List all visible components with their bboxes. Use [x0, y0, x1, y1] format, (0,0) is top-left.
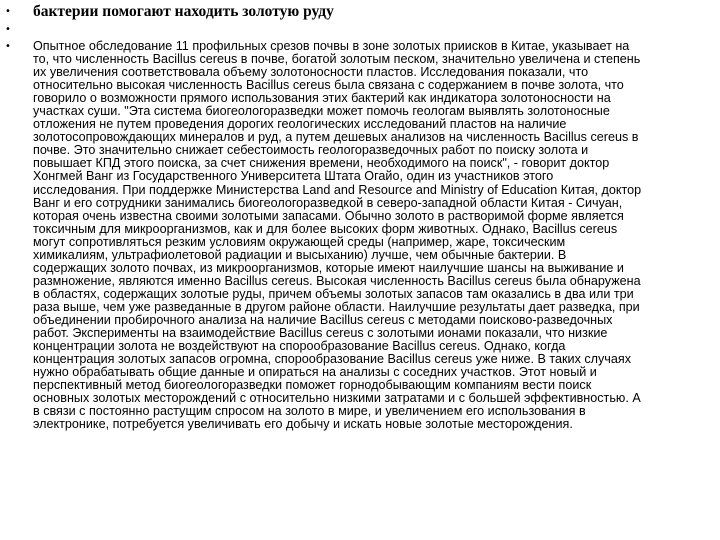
body-text-line-inner: содержащих золото почвах, из микроорганизмов, которые имеют наилучшие шансы на выживание и — [33, 261, 624, 275]
body-text-line — [33, 288, 717, 301]
body-text-line-inner: в областях, содержащих золотые руды, причем объемы золотых запасов там оказались в два или три — [33, 287, 634, 301]
page-title: бактерии помогают находить золотую руду — [33, 3, 334, 20]
body-text-line-inner: раза выше, чем уже разведанные в другом районе области. Наилучшие результаты дает разведка, при — [33, 300, 640, 314]
body-text-line-inner: размножение, являются именно Bacillus cereus. Высокая численность Bacillus cereus была обнаружена — [33, 274, 641, 288]
body-text-line — [33, 366, 717, 379]
body-text-line — [33, 53, 717, 66]
body-text-line-inner: которая очень известна своими золотыми запасами. Обычно золото в растворимой форме является — [33, 209, 624, 223]
body-text-line-inner: могут сопротивляться резким условиям окружающей среды (например, жаре, токсическим — [33, 235, 566, 249]
body-text-line-inner: Опытное обследование 11 профильных срезов почвы в зоне золотых приисков в Китае, указывает на — [33, 40, 630, 53]
body-text-line — [33, 92, 717, 105]
body-text-line-inner: концентрации золота не воздействуют на спорообразование Bacillus cereus. Однако, когда — [33, 340, 566, 354]
body-text-line-inner: то, что численность Bacillus cereus в почве, богатой золотым песком, значительно увеличена и степень — [33, 53, 641, 67]
body-text-line-inner: исследования. При поддержке Министерства Land and Resource and Ministry of Education Китая, доктор — [33, 183, 642, 197]
body-text-line-inner: основных золотых месторождений с относительно низкими затратами и с большей эффективностью. А — [33, 392, 641, 406]
body-text-line — [33, 275, 717, 288]
body-text-line-inner: отложения не путем проведения дорогих геологических исследований пластов на наличие — [33, 118, 567, 132]
body-text-line — [33, 262, 717, 275]
body-text-line — [33, 40, 717, 53]
body-text-line — [33, 327, 717, 340]
body-text-line — [33, 236, 717, 249]
body-text-line — [33, 66, 717, 79]
body-paragraph — [33, 40, 717, 431]
body-text-line-inner: их увеличения соответствовала объему золотоносности пластов. Исследования показали, что — [33, 66, 589, 80]
body-text-line-inner: объединении пробирочного анализа на наличие Bacillus cereus с методами поисково-разведочных — [33, 313, 613, 327]
body-text-line-inner: относительно высокая численность Bacillus cereus была связана с содержанием в почве золота, что — [33, 79, 624, 93]
body-text-line-inner: работ. Эксперименты на взаимодействие Bacillus cereus с золотыми ионами показали, что низкие — [33, 327, 608, 341]
body-text-line-inner: электронике, потребуется увеличивать его добычу и искать новые золотые месторождения. — [33, 418, 573, 432]
body-text-line-inner: участках суши. "Эта система биогеологоразведки может помочь геологам выявлять золотоносные — [33, 105, 610, 119]
body-text-line — [33, 170, 717, 183]
bullet-marker: • — [5, 6, 11, 17]
body-text-line — [33, 223, 717, 236]
body-text-line — [33, 249, 717, 262]
body-text-line — [33, 210, 717, 223]
body-text-line-inner: говорило о возможности прямого использования этих бактерий как индикатора золотоносности на — [33, 92, 611, 106]
body-text-line — [33, 184, 717, 197]
body-text-line-inner: в связи с постоянно растущим спросом на золото в мире, и увеличением его использования в — [33, 405, 586, 419]
body-text-line — [33, 353, 717, 366]
body-text-line-inner: токсичным для микроорганизмов, как и для более высоких форм животных. Однако, Bacillus cereus — [33, 222, 618, 236]
body-text-line — [33, 379, 717, 392]
body-text-line — [33, 144, 717, 157]
body-text-line-inner: Хонгмей Ванг из Государственного Университета Штата Огайо, один из участников этого — [33, 170, 554, 184]
body-text-line — [33, 157, 717, 170]
body-text-line — [33, 105, 717, 118]
body-text-line-inner: концентрация золотых запасов огромна, спорообразование Bacillus cereus уже ниже. В таких случаях — [33, 353, 631, 367]
body-text-line — [33, 418, 717, 431]
body-text-line-inner: Ванг и его сотрудники занимались биогеологоразведкой в северо-западной области Китая - Сичуан, — [33, 196, 623, 210]
body-text-line — [33, 405, 717, 418]
body-text-line — [33, 314, 717, 327]
body-text-line-inner: нужно обрабатывать общие данные и опираться на анализы с соседних участков. Этот новый и — [33, 366, 597, 380]
body-text-line-inner: повышает КПД этого поиска, за счет снижения времени, необходимого на поиск", - говорит доктор — [33, 157, 610, 171]
body-text-line — [33, 79, 717, 92]
bullet-marker: • — [5, 41, 11, 52]
body-text-line — [33, 131, 717, 144]
body-text-line-inner: золотосопровождающих минералов и руд, а путем дешевых анализов на численность Bacillus cereus в — [33, 131, 639, 145]
body-text-line — [33, 301, 717, 314]
body-text-line-inner: почве. Это значительно снижает себестоимость геологоразведочных работ по поиску золота и — [33, 144, 589, 158]
body-text-line — [33, 340, 717, 353]
body-text-line-inner: перспективный метод биогеологоразведки поможет горнодобывающим компаниям вести поиск — [33, 379, 592, 393]
body-text-line — [33, 197, 717, 210]
body-text-line — [33, 392, 717, 405]
body-text-line — [33, 118, 717, 131]
body-text-line-inner: химикалиям, ультрафиолетовой радиации и высыханию) лучше, чем обычные бактерии. В — [33, 248, 567, 262]
bullet-marker: • — [5, 24, 11, 35]
